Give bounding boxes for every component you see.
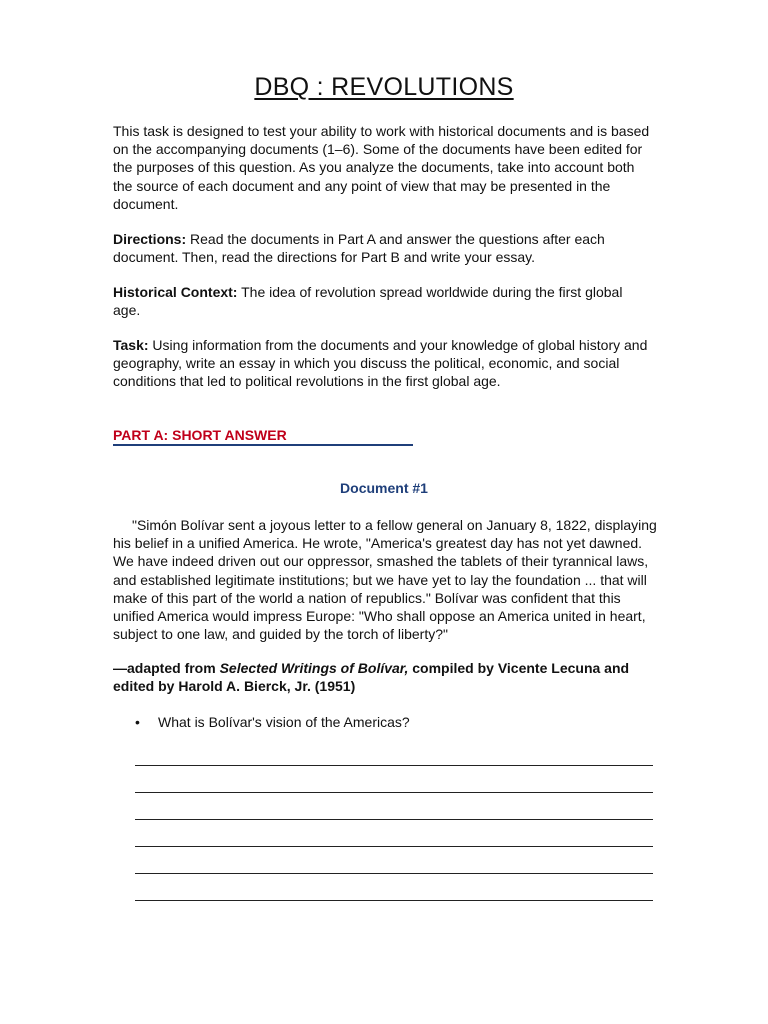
document-1-quote: "Simón Bolívar sent a joyous letter to a fellow general on January 8, 1822, displaying his belief in a unified America. He wrote, "America's greatest day has not yet dawned. We have indeed driven out our oppressor, smashed the tablets of their tyrannical laws, and established legitimate institutions; but we have yet to lay the foundation ... that will make of this part of the world a nation of republics." Bolívar was confident that this unified America would impress Europe: "Who shall oppose an America united in heart, subject to one law, and guided by the torch of liberty?" xyxy=(113,517,657,643)
directions-paragraph xyxy=(113,230,653,266)
part-a-rule xyxy=(113,444,413,446)
part-a-heading: PART A: SHORT ANSWER xyxy=(113,427,287,443)
intro-paragraph: This task is designed to test your ability to work with historical documents and is based on the accompanying documents (1–6). Some of the documents have been edited for the purposes of this question. As you analyze the documents, take into account both the source of each document and any point of view that may be presented in the document. xyxy=(113,123,650,212)
answer-line[interactable] xyxy=(135,792,653,793)
answer-line[interactable] xyxy=(135,765,653,766)
answer-line[interactable] xyxy=(135,846,653,847)
task-text: Using information from the documents and your knowledge of global history and geography, write an essay in which you discuss the political, economic, and social conditions that led to political revolutions in the first global age. xyxy=(113,337,648,390)
task-label: Task: xyxy=(113,337,149,353)
historical-context-paragraph xyxy=(113,283,653,319)
answer-line[interactable] xyxy=(135,873,653,874)
answer-line[interactable] xyxy=(135,900,653,901)
bullet-icon: • xyxy=(135,714,140,730)
document-1-source xyxy=(113,659,658,695)
answer-line[interactable] xyxy=(135,819,653,820)
source-prefix: —adapted from xyxy=(113,660,220,676)
historical-context-label: Historical Context: xyxy=(113,284,238,300)
page-title: DBQ : REVOLUTIONS xyxy=(254,73,514,101)
task-paragraph xyxy=(113,336,653,391)
source-book-title: Selected Writings of Bolívar, xyxy=(219,660,409,676)
question-text: What is Bolívar's vision of the Americas? xyxy=(158,714,410,730)
source-suffix: compiled by Vicente Lecuna and edited by Harold A. Bierck, Jr. (1951) xyxy=(113,660,630,695)
directions-text: Read the documents in Part A and answer the questions after each document. Then, read the directions for Part B and write your essay. xyxy=(113,231,605,266)
directions-label: Directions: xyxy=(113,231,187,247)
historical-context-text: The idea of revolution spread worldwide during the first global age. xyxy=(113,284,623,319)
document-1-question xyxy=(135,714,410,730)
document-1-title: Document #1 xyxy=(340,480,428,496)
